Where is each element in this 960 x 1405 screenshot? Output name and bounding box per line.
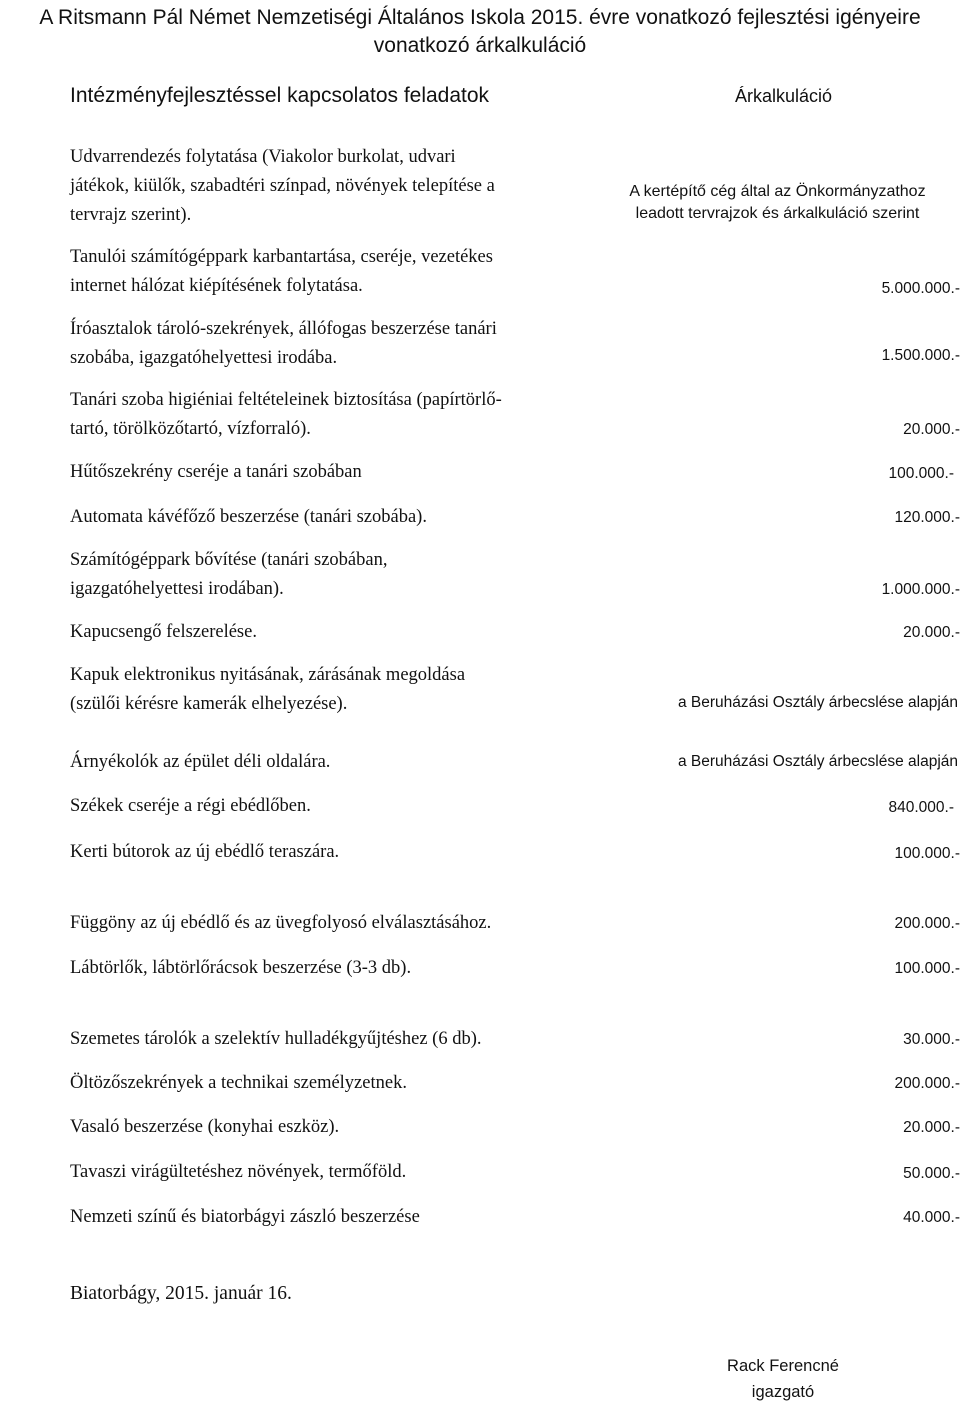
price-item-8: 20.000.- <box>903 624 960 642</box>
task-item-8: Kapucsengő felszerelése. <box>70 618 257 647</box>
price-item-9: a Beruházási Osztály árbecslése alapján <box>678 694 958 712</box>
task-item-18: Tavaszi virágültetéshez növények, termőföld. <box>70 1158 406 1187</box>
signature-block <box>713 1353 853 1405</box>
place-and-date: Biatorbágy, 2015. január 16. <box>70 1283 292 1305</box>
price-item-13: 200.000.- <box>895 915 960 933</box>
task-item-15: Szemetes tárolók a szelektív hulladékgyűjtéshez (6 db). <box>70 1025 482 1054</box>
task-item-1: Udvarrendezés folytatása (Viakolor burkolat, udvari játékok, kiülők, szabadtéri színpad, növények telepítése a tervrajz szerint). <box>70 143 495 230</box>
price-item-7: 1.000.000.- <box>882 581 960 599</box>
price-item-14: 100.000.- <box>895 960 960 978</box>
task-item-3: Íróasztalok tároló-szekrények, állófogas beszerzése tanári szobába, igazgatóhelyettesi irodába. <box>70 315 497 373</box>
task-item-16: Öltözőszekrények a technikai személyzetnek. <box>70 1069 407 1098</box>
price-item-1: A kertépítő cég által az Önkormányzathoz leadott tervrajzok és árkalkuláció szerint <box>595 181 960 225</box>
task-item-9: Kapuk elektronikus nyitásának, zárásának megoldása (szülői kérésre kamerák elhelyezése). <box>70 661 465 719</box>
task-item-17: Vasaló beszerzése (konyhai eszköz). <box>70 1113 339 1142</box>
title-line-1: A Ritsmann Pál Német Nemzetiségi Általános Iskola 2015. évre vonatkozó fejlesztési igényeire <box>0 4 960 32</box>
price-column-header: Árkalkuláció <box>735 86 832 107</box>
price-item-6: 120.000.- <box>895 509 960 527</box>
task-item-13: Függöny az új ebédlő és az üvegfolyosó elválasztásához. <box>70 909 491 938</box>
price-item-11: 840.000.- <box>889 799 955 817</box>
price-item-2: 5.000.000.- <box>882 280 960 298</box>
task-item-6: Automata kávéfőző beszerzése (tanári szobába). <box>70 503 427 532</box>
task-item-10: Árnyékolók az épület déli oldalára. <box>70 748 330 777</box>
price-item-18: 50.000.- <box>903 1165 960 1183</box>
task-item-5: Hűtőszekrény cseréje a tanári szobában <box>70 458 362 487</box>
price-item-12: 100.000.- <box>895 845 960 863</box>
price-item-5: 100.000.- <box>889 465 955 483</box>
task-item-7: Számítógéppark bővítése (tanári szobában, igazgatóhelyettesi irodában). <box>70 546 387 604</box>
price-item-4: 20.000.- <box>903 421 960 439</box>
tasks-column-header: Intézményfejlesztéssel kapcsolatos feladatok <box>70 84 489 108</box>
task-item-4: Tanári szoba higiéniai feltételeinek biztosítása (papírtörlő- tartó, törölközőtartó, vízforraló). <box>70 386 502 444</box>
title-line-2: vonatkozó árkalkuláció <box>0 32 960 60</box>
document-title <box>0 4 960 60</box>
signer-name: Rack Ferencné <box>713 1353 853 1379</box>
price-item-19: 40.000.- <box>903 1209 960 1227</box>
price-item-17: 20.000.- <box>903 1119 960 1137</box>
task-item-14: Lábtörlők, lábtörlőrácsok beszerzése (3-3 db). <box>70 954 411 983</box>
price-item-10: a Beruházási Osztály árbecslése alapján <box>678 753 958 771</box>
task-item-19: Nemzeti színű és biatorbágyi zászló beszerzése <box>70 1203 420 1232</box>
task-item-2: Tanulói számítógéppark karbantartása, cseréje, vezetékes internet hálózat kiépítésének folytatása. <box>70 243 493 301</box>
task-item-11: Székek cseréje a régi ebédlőben. <box>70 792 311 821</box>
signer-title: igazgató <box>713 1379 853 1405</box>
price-item-16: 200.000.- <box>895 1075 960 1093</box>
price-item-3: 1.500.000.- <box>882 347 960 365</box>
price-item-15: 30.000.- <box>903 1031 960 1049</box>
task-item-12: Kerti bútorok az új ebédlő teraszára. <box>70 838 339 867</box>
